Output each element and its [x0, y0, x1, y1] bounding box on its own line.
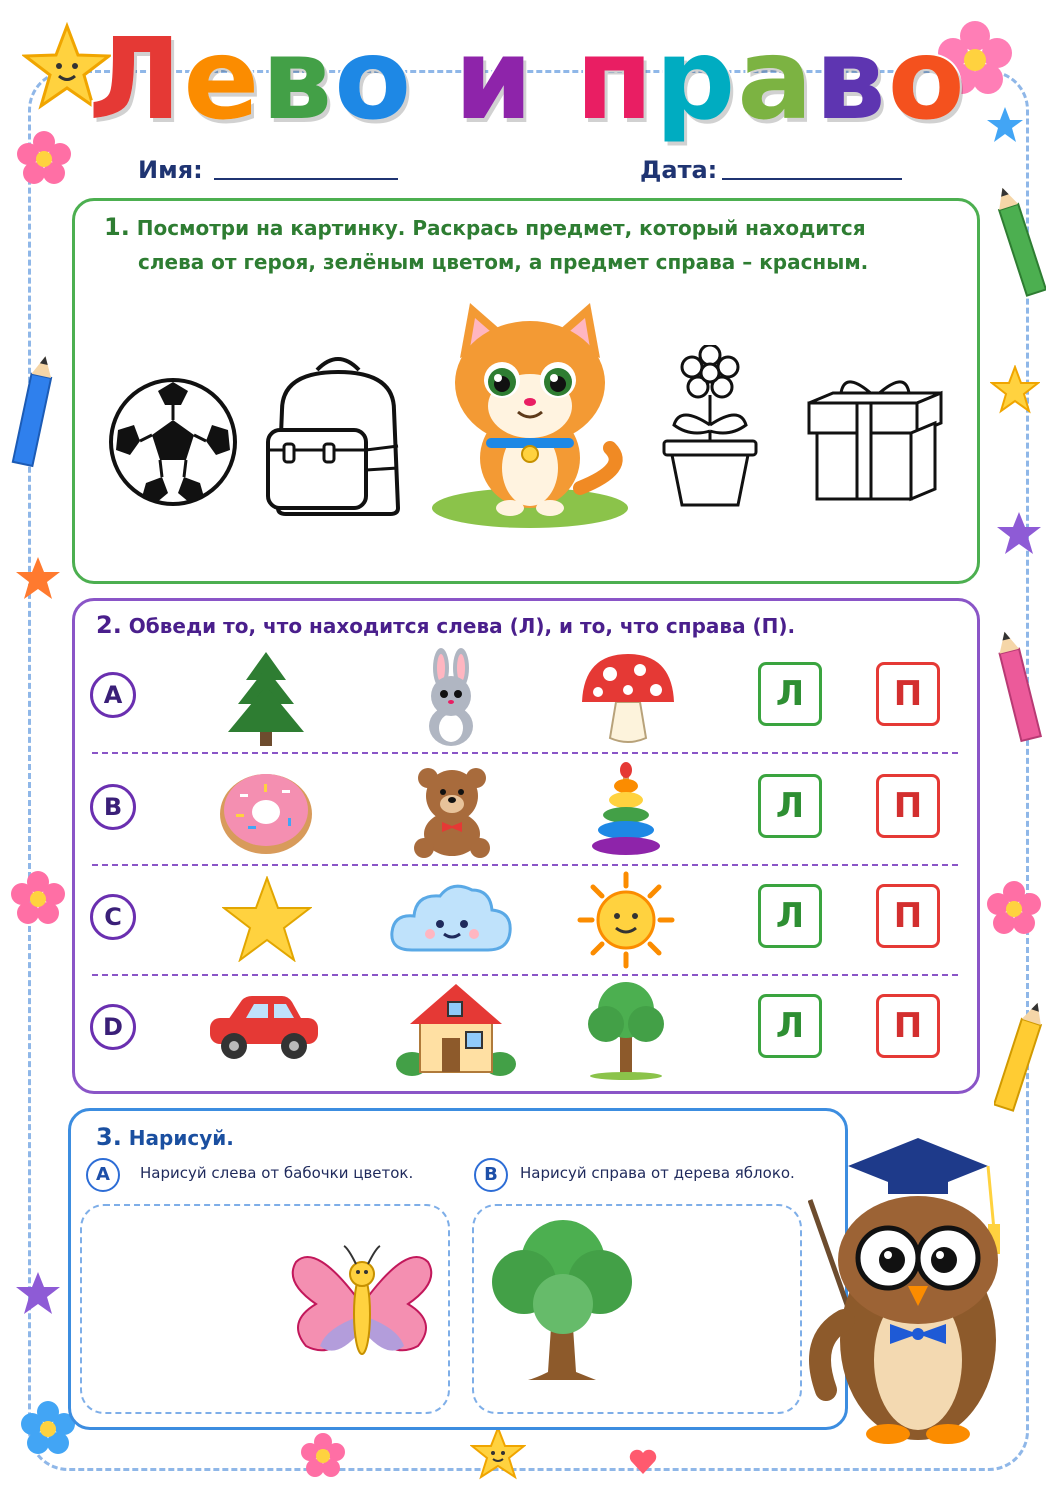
task3-heading [96, 1120, 234, 1155]
title-word-pravo [576, 15, 967, 145]
task1-line1: Посмотри на картинку. Раскрась предмет, который находится [136, 216, 866, 240]
title-word-i [454, 15, 534, 145]
row-divider [92, 864, 958, 866]
backpack-icon[interactable] [262, 350, 414, 518]
heart-icon [628, 1448, 658, 1476]
exercise-row-b [90, 760, 960, 870]
title-letter: о [334, 15, 414, 145]
left-answer-box[interactable]: Л [758, 774, 822, 838]
teddy-bear-icon[interactable] [410, 764, 494, 858]
task3-title: Нарисуй. [128, 1126, 234, 1150]
title-letter: а [737, 15, 815, 145]
star-icon [14, 555, 62, 603]
row-letter: C [90, 894, 136, 940]
mushroom-icon[interactable] [580, 652, 676, 744]
soccer-ball-icon[interactable] [106, 375, 240, 509]
flower-pot-icon[interactable] [660, 345, 760, 510]
bunny-icon[interactable] [416, 648, 486, 748]
exercise-row-a [90, 648, 960, 758]
title-letter: е [183, 15, 262, 145]
title-letter: Л [88, 15, 184, 145]
task2-text: Обведи то, что находится слева (Л), и то, что справа (П). [128, 614, 796, 638]
name-label: Имя: [138, 156, 203, 184]
left-answer-box[interactable]: Л [758, 662, 822, 726]
flower-icon [986, 880, 1042, 936]
donut-icon[interactable] [218, 766, 314, 856]
left-answer-box[interactable]: Л [758, 884, 822, 948]
task1-line2: слева от героя, зелёным цветом, а предмет справа – красным. [138, 250, 869, 274]
star-icon [14, 1270, 62, 1318]
title-letter: в [814, 15, 888, 145]
task1-number: 1. [104, 213, 130, 241]
flower-icon [300, 1432, 346, 1478]
right-answer-box[interactable]: П [876, 884, 940, 948]
kitten-icon[interactable] [430, 298, 632, 528]
date-label: Дата: [640, 156, 718, 184]
car-icon[interactable] [206, 994, 322, 1064]
owl-teacher-icon [808, 1120, 1008, 1450]
task2-number: 2. [96, 611, 122, 639]
tree-icon[interactable] [584, 980, 668, 1080]
title-word-levo [88, 15, 413, 145]
right-answer-box[interactable]: П [876, 994, 940, 1058]
butterfly-icon [286, 1242, 438, 1370]
task1-instruction [104, 210, 868, 279]
pink-pencil-icon [994, 630, 1044, 750]
right-answer-box[interactable]: П [876, 662, 940, 726]
sun-icon[interactable] [576, 870, 676, 970]
date-line[interactable] [722, 178, 902, 180]
subtask-a-letter: A [86, 1158, 120, 1192]
subtask-b-letter: B [474, 1158, 508, 1192]
green-pencil-icon [996, 185, 1046, 305]
title-letter: р [655, 15, 738, 145]
title-letter: и [454, 15, 535, 145]
flower-icon [10, 870, 66, 926]
ring-pyramid-icon[interactable] [590, 760, 662, 858]
name-line[interactable] [214, 178, 398, 180]
house-icon[interactable] [396, 980, 516, 1078]
star-icon [990, 365, 1040, 415]
subtask-a-text: Нарисуй слева от бабочки цветок. [140, 1164, 414, 1182]
star-icon [995, 510, 1043, 558]
exercise-row-d [90, 980, 960, 1090]
title-letter: в [261, 15, 335, 145]
tree-icon [488, 1212, 638, 1384]
left-answer-box[interactable]: Л [758, 994, 822, 1058]
exercise-row-c [90, 870, 960, 980]
cloud-icon[interactable] [390, 880, 514, 960]
task3-number: 3. [96, 1123, 122, 1151]
gift-box-icon[interactable] [805, 375, 945, 505]
fir-tree-icon[interactable] [226, 650, 306, 748]
row-divider [92, 752, 958, 754]
task2-instruction [96, 608, 795, 643]
yellow-pencil-icon [994, 1000, 1044, 1120]
title-letter: п [575, 15, 656, 145]
blue-pencil-icon [8, 355, 58, 475]
smiling-star-icon [470, 1425, 526, 1481]
subtask-b-text: Нарисуй справа от дерева яблоко. [520, 1164, 795, 1182]
row-divider [92, 974, 958, 976]
row-letter: B [90, 784, 136, 830]
star-icon[interactable] [222, 876, 312, 962]
row-letter: D [90, 1004, 136, 1050]
right-answer-box[interactable]: П [876, 774, 940, 838]
title-letter: о [887, 15, 967, 145]
page-title [0, 15, 1055, 145]
row-letter: A [90, 672, 136, 718]
